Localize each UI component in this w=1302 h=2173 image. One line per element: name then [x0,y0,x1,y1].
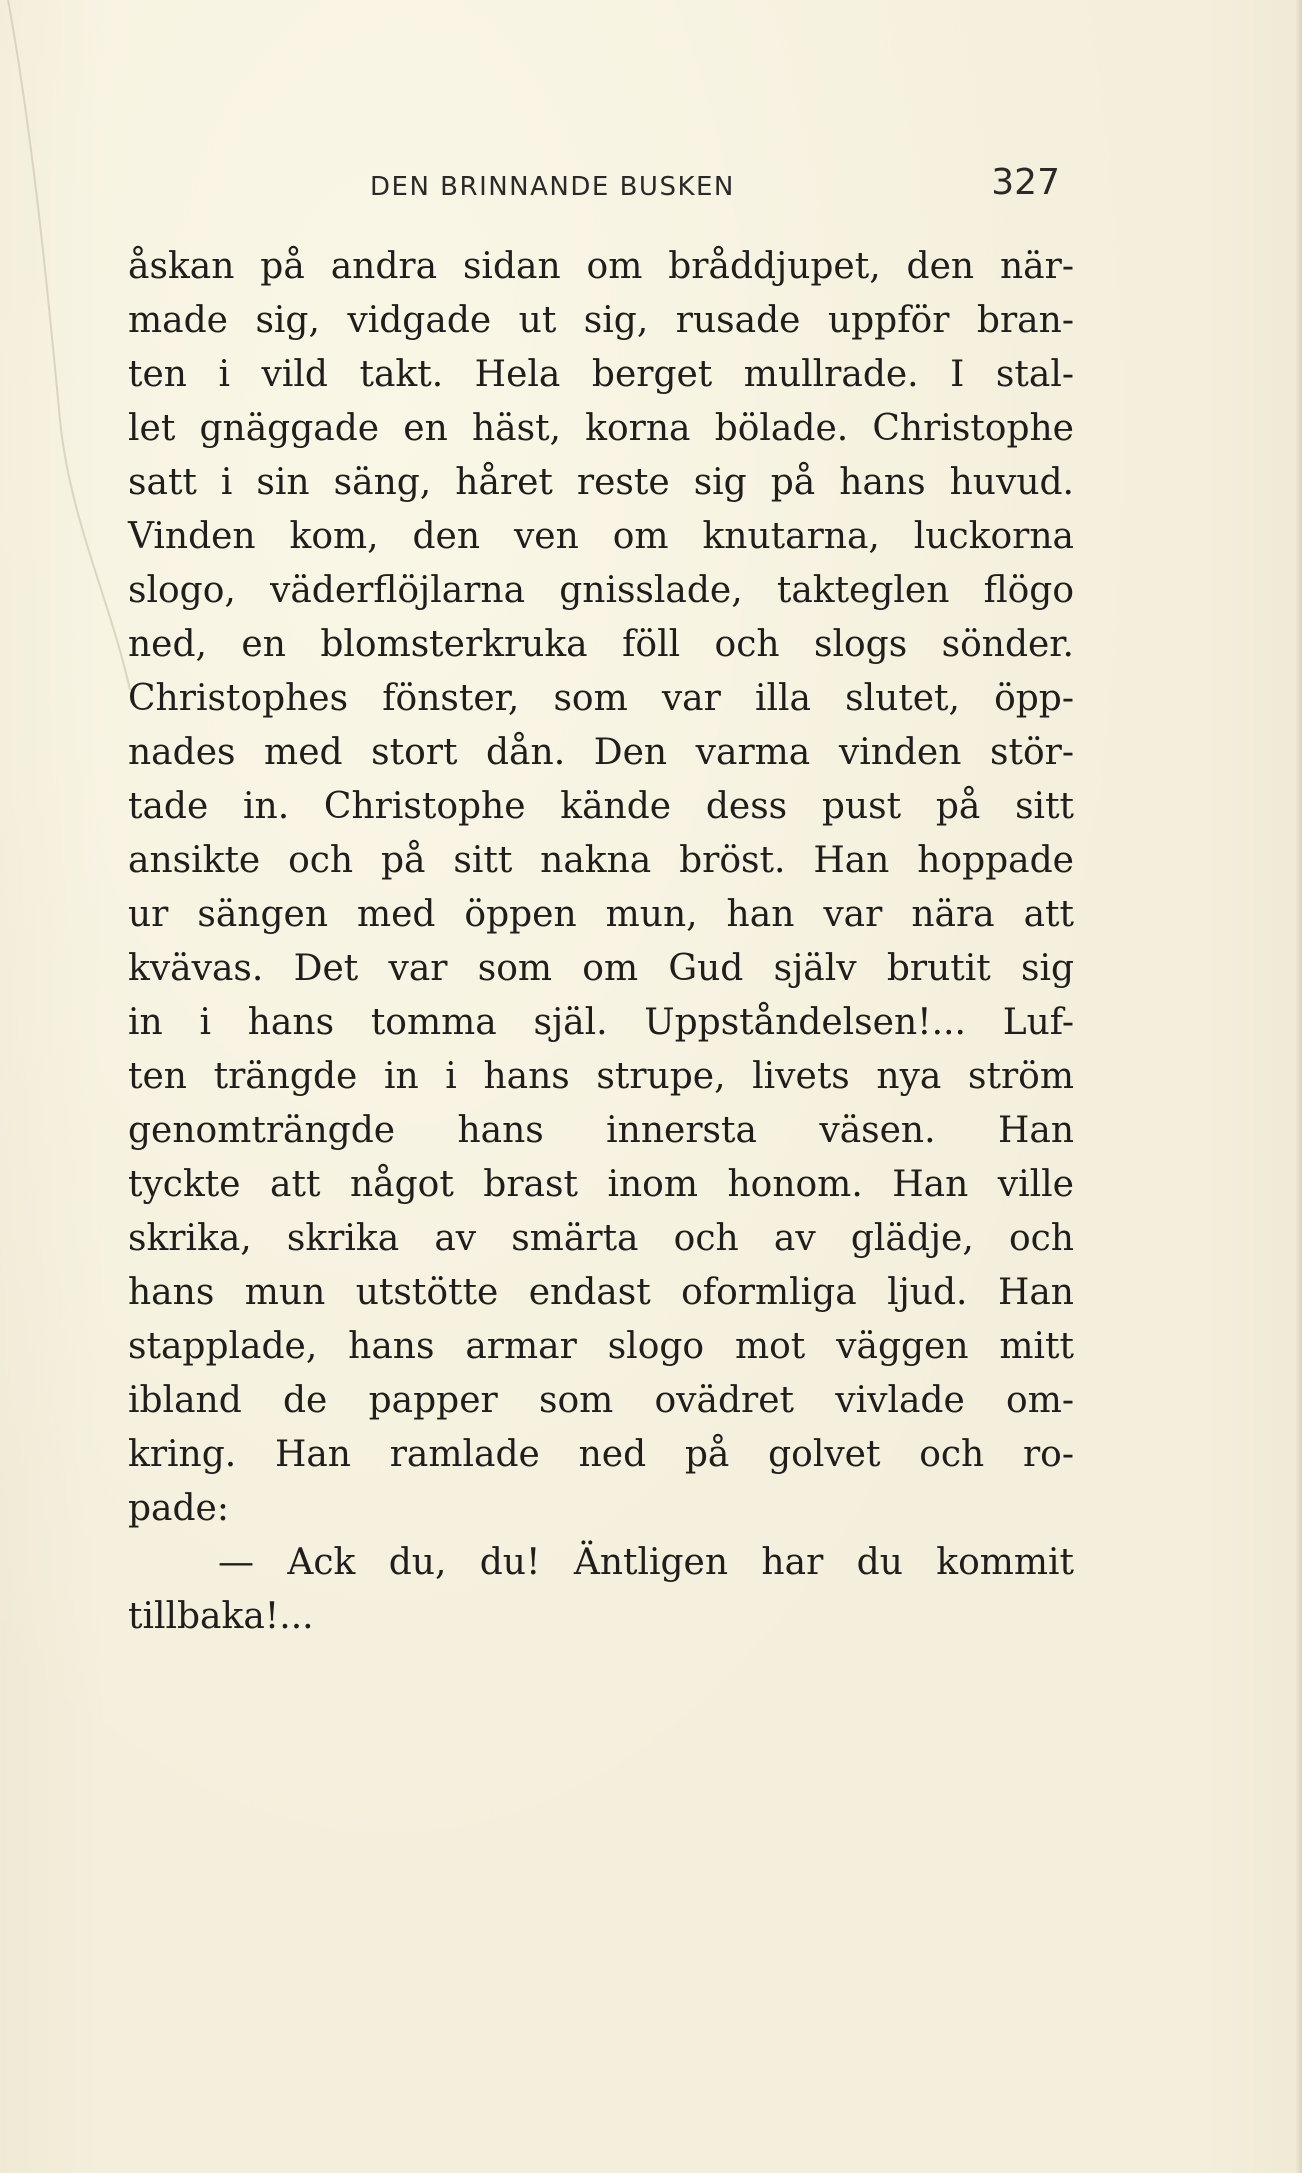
running-head [130,162,1060,212]
text-line: tade in. Christophe kände dess pust på sitt [128,786,1074,827]
text-line: pade: [128,1488,229,1529]
text-line: ten i vild takt. Hela berget mullrade. I stal- [128,354,1074,395]
text-line: Vinden kom, den ven om knutarna, luckorna [128,516,1074,557]
page-number: 327 [991,162,1060,203]
text-line: ned, en blomsterkruka föll och slogs sönder. [128,624,1074,665]
text-line: slogo, väderflöjlarna gnisslade, takteglen flögo [128,570,1074,611]
text-line: made sig, vidgade ut sig, rusade uppför bran- [128,300,1074,341]
text-line: ibland de papper som ovädret vivlade om- [128,1380,1074,1421]
text-line: tyckte att något brast inom honom. Han ville [128,1164,1074,1205]
text-line: kvävas. Det var som om Gud själv brutit sig [128,948,1074,989]
text-line: in i hans tomma själ. Uppståndelsen!... Luf- [128,1002,1074,1043]
text-line: nades med stort dån. Den varma vinden stör- [128,732,1074,773]
text-line: let gnäggade en häst, korna bölade. Christophe [128,408,1074,449]
text-line: ur sängen med öppen mun, han var nära att [128,894,1074,935]
running-title: DEN BRINNANDE BUSKEN [370,172,735,202]
text-line: ten trängde in i hans strupe, livets nya ström [128,1056,1074,1097]
text-line: satt i sin säng, håret reste sig på hans huvud. [128,462,1074,503]
text-line: tillbaka!... [128,1596,314,1637]
text-line: Christophes fönster, som var illa slutet, öpp- [128,678,1074,719]
text-line: kring. Han ramlade ned på golvet och ro- [128,1434,1074,1475]
dialogue-line: — Ack du, du! Äntligen har du kommit [218,1542,1074,1583]
text-line: åskan på andra sidan om bråddjupet, den när- [128,246,1074,287]
text-line: hans mun utstötte endast oformliga ljud. Han [128,1272,1074,1313]
text-line: ansikte och på sitt nakna bröst. Han hoppade [128,840,1074,881]
text-line: skrika, skrika av smärta och av glädje, och [128,1218,1074,1259]
page-edge [1296,0,1302,2173]
text-line: stapplade, hans armar slogo mot väggen mitt [128,1326,1074,1367]
text-line: genomträngde hans innersta väsen. Han [128,1110,1074,1151]
body-text [128,240,1074,1644]
